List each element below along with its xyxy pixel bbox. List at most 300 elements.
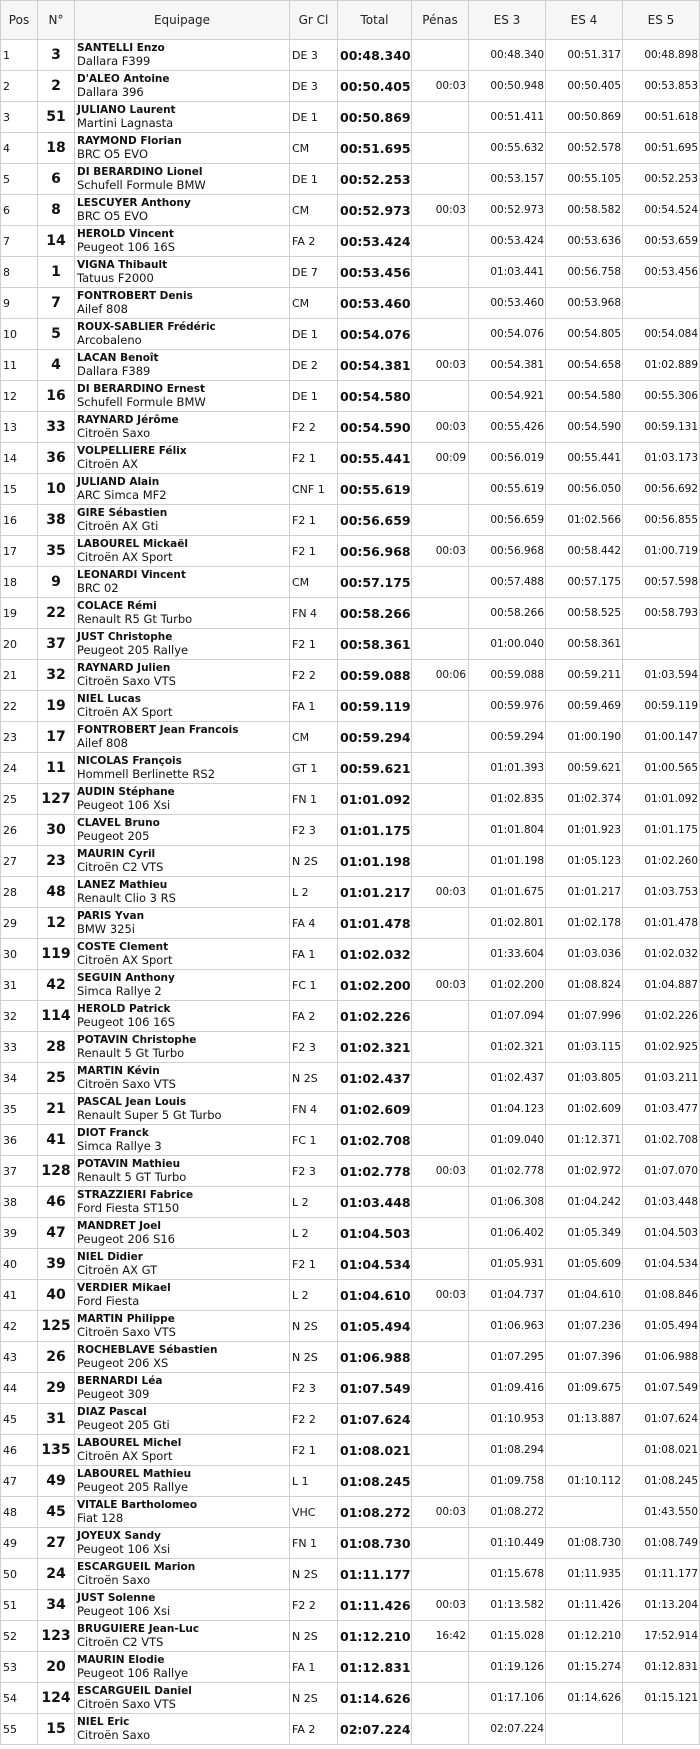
total-time-cell: 00:55.441 (338, 443, 412, 474)
es3-time-cell: 01:08.272 (469, 1497, 546, 1528)
driver-name: RAYNARD Jérôme (77, 414, 179, 426)
es3-time-cell: 01:03.441 (469, 257, 546, 288)
es3-time-cell: 01:05.931 (469, 1249, 546, 1280)
penalty-cell (412, 784, 469, 815)
table-row (1, 722, 700, 753)
driver-name: ESCARGUEIL Marion (77, 1561, 196, 1573)
table-row (1, 195, 700, 226)
position-cell: 8 (1, 257, 38, 288)
position-cell: 1 (1, 40, 38, 71)
table-row (1, 753, 700, 784)
penalty-cell (412, 598, 469, 629)
es3-time-cell: 01:02.801 (469, 908, 546, 939)
es5-time-cell: 01:00.147 (623, 722, 700, 753)
position-cell: 47 (1, 1466, 38, 1497)
es3-time-cell: 01:15.028 (469, 1621, 546, 1652)
position-cell: 6 (1, 195, 38, 226)
penalty-cell: 00:09 (412, 443, 469, 474)
car-number-cell: 21 (38, 1094, 75, 1125)
crew-cell (75, 505, 290, 536)
total-time-cell: 01:11.426 (338, 1590, 412, 1621)
total-time-cell: 01:01.198 (338, 846, 412, 877)
group-class-cell: F2 2 (290, 412, 338, 443)
position-cell: 45 (1, 1404, 38, 1435)
table-row (1, 846, 700, 877)
es4-time-cell: 00:59.211 (546, 660, 623, 691)
total-time-cell: 01:02.609 (338, 1094, 412, 1125)
position-cell: 12 (1, 381, 38, 412)
driver-name: BERNARDI Léa (77, 1375, 163, 1387)
penalty-cell (412, 1528, 469, 1559)
table-row (1, 1001, 700, 1032)
crew-cell (75, 1621, 290, 1652)
group-class-cell: CNF 1 (290, 474, 338, 505)
car-number-cell: 40 (38, 1280, 75, 1311)
group-class-cell: DE 1 (290, 102, 338, 133)
car-number-cell: 28 (38, 1032, 75, 1063)
es4-time-cell: 01:03.805 (546, 1063, 623, 1094)
driver-name: NIEL Eric (77, 1716, 130, 1728)
crew-cell (75, 1125, 290, 1156)
es5-time-cell: 01:02.260 (623, 846, 700, 877)
position-cell: 17 (1, 536, 38, 567)
es5-time-cell: 01:03.594 (623, 660, 700, 691)
driver-name: RAYMOND Florian (77, 135, 182, 147)
car-number-cell: 7 (38, 288, 75, 319)
es3-time-cell: 01:02.321 (469, 1032, 546, 1063)
driver-name: AUDIN Stéphane (77, 786, 175, 798)
position-cell: 46 (1, 1435, 38, 1466)
car-model: Peugeot 106 Xsi (77, 1542, 171, 1556)
crew-cell (75, 1156, 290, 1187)
total-time-cell: 00:54.381 (338, 350, 412, 381)
column-header-es4[interactable]: ES 4 (546, 1, 623, 40)
driver-name: SANTELLI Enzo (77, 42, 165, 54)
es5-time-cell: 01:01.478 (623, 908, 700, 939)
total-time-cell: 01:02.032 (338, 939, 412, 970)
es3-time-cell: 01:02.835 (469, 784, 546, 815)
position-cell: 48 (1, 1497, 38, 1528)
total-time-cell: 01:04.534 (338, 1249, 412, 1280)
penalty-cell (412, 939, 469, 970)
es4-time-cell: 00:54.590 (546, 412, 623, 443)
group-class-cell: F2 2 (290, 1404, 338, 1435)
table-row (1, 319, 700, 350)
es5-time-cell: 01:03.173 (623, 443, 700, 474)
driver-name: POTAVIN Mathieu (77, 1158, 181, 1170)
crew-cell (75, 691, 290, 722)
header-row (1, 1, 700, 40)
es5-time-cell: 01:43.550 (623, 1497, 700, 1528)
car-model: Citroën AX Gti (77, 519, 159, 533)
group-class-cell: CM (290, 722, 338, 753)
es4-time-cell: 01:11.935 (546, 1559, 623, 1590)
driver-name: FONTROBERT Denis (77, 290, 193, 302)
car-number-cell: 51 (38, 102, 75, 133)
es5-time-cell: 01:03.211 (623, 1063, 700, 1094)
es3-time-cell: 00:55.632 (469, 133, 546, 164)
car-model: Peugeot 205 Rallye (77, 643, 189, 657)
group-class-cell: L 2 (290, 1187, 338, 1218)
driver-name: DI BERARDINO Ernest (77, 383, 205, 395)
es4-time-cell: 01:09.675 (546, 1373, 623, 1404)
total-time-cell: 00:58.361 (338, 629, 412, 660)
es3-time-cell: 01:07.094 (469, 1001, 546, 1032)
total-time-cell: 01:12.210 (338, 1621, 412, 1652)
driver-name: VIGNA Thibault (77, 259, 168, 271)
car-number-cell: 14 (38, 226, 75, 257)
total-time-cell: 00:55.619 (338, 474, 412, 505)
driver-name: SEGUIN Anthony (77, 972, 175, 984)
penalty-cell (412, 1125, 469, 1156)
es5-time-cell: 00:53.456 (623, 257, 700, 288)
group-class-cell: CM (290, 133, 338, 164)
car-model: Peugeot 106 Xsi (77, 1604, 171, 1618)
es4-time-cell: 01:07.236 (546, 1311, 623, 1342)
table-row (1, 1032, 700, 1063)
es5-time-cell: 00:54.084 (623, 319, 700, 350)
group-class-cell: FN 1 (290, 1528, 338, 1559)
driver-name: CLAVEL Bruno (77, 817, 160, 829)
car-number-cell: 2 (38, 71, 75, 102)
es4-time-cell: 00:57.175 (546, 567, 623, 598)
total-time-cell: 01:04.503 (338, 1218, 412, 1249)
penalty-cell (412, 381, 469, 412)
penalty-cell: 00:03 (412, 350, 469, 381)
column-header-penalties[interactable]: Pénas (412, 1, 469, 40)
crew-cell (75, 1466, 290, 1497)
es5-time-cell: 01:01.092 (623, 784, 700, 815)
penalty-cell (412, 257, 469, 288)
group-class-cell: FC 1 (290, 970, 338, 1001)
table-row (1, 1187, 700, 1218)
driver-name: LESCUYER Anthony (77, 197, 191, 209)
group-class-cell: F2 3 (290, 1156, 338, 1187)
position-cell: 34 (1, 1063, 38, 1094)
es4-time-cell: 01:04.610 (546, 1280, 623, 1311)
car-model: Simca Rallye 2 (77, 984, 162, 998)
position-cell: 4 (1, 133, 38, 164)
crew-cell (75, 939, 290, 970)
es5-time-cell: 01:05.494 (623, 1311, 700, 1342)
car-model: Schufell Formule BMW (77, 178, 206, 192)
position-cell: 33 (1, 1032, 38, 1063)
table-row (1, 691, 700, 722)
driver-name: LEONARDI Vincent (77, 569, 186, 581)
driver-name: JULIAND Alain (77, 476, 160, 488)
position-cell: 14 (1, 443, 38, 474)
car-number-cell: 24 (38, 1559, 75, 1590)
es3-time-cell: 01:10.449 (469, 1528, 546, 1559)
driver-name: COLACE Rémi (77, 600, 157, 612)
es3-time-cell: 00:55.619 (469, 474, 546, 505)
driver-name: LABOUREL Mickaël (77, 538, 188, 550)
es3-time-cell: 00:54.076 (469, 319, 546, 350)
penalty-cell: 00:03 (412, 536, 469, 567)
es4-time-cell: 01:03.115 (546, 1032, 623, 1063)
column-header-number[interactable]: N° (38, 1, 75, 40)
es3-time-cell: 01:04.123 (469, 1094, 546, 1125)
total-time-cell: 01:04.610 (338, 1280, 412, 1311)
column-header-es5[interactable]: ES 5 (623, 1, 700, 40)
car-number-cell: 10 (38, 474, 75, 505)
es3-time-cell: 01:06.402 (469, 1218, 546, 1249)
column-header-pos[interactable]: Pos (1, 1, 38, 40)
table-row (1, 102, 700, 133)
es5-time-cell: 01:02.925 (623, 1032, 700, 1063)
group-class-cell: FA 1 (290, 691, 338, 722)
penalty-cell: 00:03 (412, 1156, 469, 1187)
car-model: Tatuus F2000 (77, 271, 154, 285)
crew-cell (75, 474, 290, 505)
car-number-cell: 3 (38, 40, 75, 71)
group-class-cell: N 2S (290, 1342, 338, 1373)
penalty-cell: 00:03 (412, 1497, 469, 1528)
es3-time-cell: 00:57.488 (469, 567, 546, 598)
crew-cell (75, 1590, 290, 1621)
car-number-cell: 46 (38, 1187, 75, 1218)
penalty-cell (412, 1063, 469, 1094)
car-number-cell: 127 (38, 784, 75, 815)
driver-name: D'ALEO Antoine (77, 73, 170, 85)
crew-cell (75, 1032, 290, 1063)
position-cell: 39 (1, 1218, 38, 1249)
driver-name: DIOT Franck (77, 1127, 149, 1139)
column-header-group[interactable]: Gr Cl (290, 1, 338, 40)
driver-name: NIEL Lucas (77, 693, 141, 705)
total-time-cell: 00:54.590 (338, 412, 412, 443)
es5-time-cell: 01:00.565 (623, 753, 700, 784)
car-number-cell: 47 (38, 1218, 75, 1249)
group-class-cell: FA 1 (290, 939, 338, 970)
table-row (1, 598, 700, 629)
position-cell: 51 (1, 1590, 38, 1621)
table-row (1, 1125, 700, 1156)
car-number-cell: 17 (38, 722, 75, 753)
es5-time-cell: 00:58.793 (623, 598, 700, 629)
car-number-cell: 1 (38, 257, 75, 288)
group-class-cell: FA 1 (290, 1652, 338, 1683)
total-time-cell: 01:08.730 (338, 1528, 412, 1559)
car-number-cell: 34 (38, 1590, 75, 1621)
position-cell: 35 (1, 1094, 38, 1125)
penalty-cell (412, 753, 469, 784)
car-number-cell: 15 (38, 1714, 75, 1745)
table-row (1, 40, 700, 71)
car-model: Martini Lagnasta (77, 116, 174, 130)
driver-name: MARTIN Philippe (77, 1313, 175, 1325)
es4-time-cell: 01:07.396 (546, 1342, 623, 1373)
total-time-cell: 00:59.119 (338, 691, 412, 722)
crew-cell (75, 1404, 290, 1435)
driver-name: JULIANO Laurent (77, 104, 176, 116)
car-model: BMW 325i (77, 922, 135, 936)
group-class-cell: F2 2 (290, 1590, 338, 1621)
es3-time-cell: 00:53.424 (469, 226, 546, 257)
penalty-cell: 00:03 (412, 1590, 469, 1621)
group-class-cell: FC 1 (290, 1125, 338, 1156)
es4-time-cell: 01:02.374 (546, 784, 623, 815)
car-model: Peugeot 205 Gti (77, 1418, 170, 1432)
driver-name: NICOLAS François (77, 755, 182, 767)
column-header-es3[interactable]: ES 3 (469, 1, 546, 40)
car-number-cell: 5 (38, 319, 75, 350)
group-class-cell: DE 3 (290, 71, 338, 102)
car-number-cell: 49 (38, 1466, 75, 1497)
table-row (1, 443, 700, 474)
es4-time-cell: 01:10.112 (546, 1466, 623, 1497)
total-time-cell: 00:50.405 (338, 71, 412, 102)
es4-time-cell: 01:01.217 (546, 877, 623, 908)
penalty-cell: 00:06 (412, 660, 469, 691)
es5-time-cell (623, 1714, 700, 1745)
table-row (1, 1497, 700, 1528)
car-model: Hommell Berlinette RS2 (77, 767, 216, 781)
es5-time-cell: 17:52.914 (623, 1621, 700, 1652)
es5-time-cell: 01:04.534 (623, 1249, 700, 1280)
crew-cell (75, 71, 290, 102)
penalty-cell (412, 691, 469, 722)
group-class-cell: L 2 (290, 1280, 338, 1311)
group-class-cell: N 2S (290, 1063, 338, 1094)
es4-time-cell: 01:08.730 (546, 1528, 623, 1559)
crew-cell (75, 1435, 290, 1466)
penalty-cell (412, 1218, 469, 1249)
es4-time-cell: 01:12.210 (546, 1621, 623, 1652)
car-number-cell: 27 (38, 1528, 75, 1559)
penalty-cell: 16:42 (412, 1621, 469, 1652)
crew-cell (75, 1559, 290, 1590)
total-time-cell: 01:08.272 (338, 1497, 412, 1528)
es3-time-cell: 01:33.604 (469, 939, 546, 970)
car-number-cell: 30 (38, 815, 75, 846)
group-class-cell: DE 1 (290, 164, 338, 195)
crew-cell (75, 1001, 290, 1032)
es4-time-cell: 00:53.636 (546, 226, 623, 257)
es4-time-cell (546, 1497, 623, 1528)
car-number-cell: 8 (38, 195, 75, 226)
penalty-cell (412, 1342, 469, 1373)
driver-name: MARTIN Kévin (77, 1065, 160, 1077)
table-row (1, 1621, 700, 1652)
driver-name: MAURIN Cyril (77, 848, 156, 860)
es4-time-cell (546, 1714, 623, 1745)
car-model: Renault Super 5 Gt Turbo (77, 1108, 222, 1122)
es4-time-cell: 00:59.621 (546, 753, 623, 784)
es5-time-cell: 00:53.659 (623, 226, 700, 257)
penalty-cell (412, 164, 469, 195)
car-number-cell: 16 (38, 381, 75, 412)
position-cell: 23 (1, 722, 38, 753)
es5-time-cell: 00:56.692 (623, 474, 700, 505)
crew-cell (75, 1063, 290, 1094)
es3-time-cell: 01:09.040 (469, 1125, 546, 1156)
crew-cell (75, 567, 290, 598)
car-model: Citroën Saxo (77, 426, 151, 440)
penalty-cell (412, 288, 469, 319)
car-number-cell: 9 (38, 567, 75, 598)
group-class-cell: DE 1 (290, 319, 338, 350)
car-model: Peugeot 106 16S (77, 240, 176, 254)
car-model: Citroën Saxo VTS (77, 1697, 176, 1711)
es5-time-cell: 01:06.988 (623, 1342, 700, 1373)
group-class-cell: GT 1 (290, 753, 338, 784)
driver-name: FONTROBERT Jean Francois (77, 724, 239, 736)
crew-cell (75, 1683, 290, 1714)
car-model: Renault 5 Gt Turbo (77, 1046, 185, 1060)
driver-name: DIAZ Pascal (77, 1406, 147, 1418)
crew-cell (75, 1249, 290, 1280)
es4-time-cell: 00:51.317 (546, 40, 623, 71)
crew-cell (75, 288, 290, 319)
column-header-total[interactable]: Total (338, 1, 412, 40)
position-cell: 11 (1, 350, 38, 381)
column-header-crew[interactable]: Equipage (75, 1, 290, 40)
driver-name: MAURIN Elodie (77, 1654, 165, 1666)
es3-time-cell: 02:07.224 (469, 1714, 546, 1745)
car-model: Dallara 396 (77, 85, 144, 99)
penalty-cell (412, 40, 469, 71)
total-time-cell: 00:53.456 (338, 257, 412, 288)
penalty-cell: 00:03 (412, 195, 469, 226)
es3-time-cell: 00:59.294 (469, 722, 546, 753)
es3-time-cell: 00:56.659 (469, 505, 546, 536)
position-cell: 43 (1, 1342, 38, 1373)
table-row (1, 257, 700, 288)
position-cell: 55 (1, 1714, 38, 1745)
table-row (1, 226, 700, 257)
total-time-cell: 01:02.200 (338, 970, 412, 1001)
table-row (1, 629, 700, 660)
total-time-cell: 01:01.175 (338, 815, 412, 846)
driver-name: LANEZ Mathieu (77, 879, 168, 891)
es5-time-cell: 00:56.855 (623, 505, 700, 536)
table-row (1, 1373, 700, 1404)
table-row (1, 474, 700, 505)
driver-name: VOLPELLIERE Félix (77, 445, 187, 457)
es5-time-cell: 01:00.719 (623, 536, 700, 567)
car-model: Citroën AX GT (77, 1263, 158, 1277)
es4-time-cell: 00:52.578 (546, 133, 623, 164)
car-model: Simca Rallye 3 (77, 1139, 162, 1153)
es4-time-cell: 01:11.426 (546, 1590, 623, 1621)
position-cell: 31 (1, 970, 38, 1001)
penalty-cell (412, 1032, 469, 1063)
driver-name: VITALE Bartholomeo (77, 1499, 198, 1511)
es3-time-cell: 01:10.953 (469, 1404, 546, 1435)
es3-time-cell: 01:02.437 (469, 1063, 546, 1094)
position-cell: 9 (1, 288, 38, 319)
es3-time-cell: 01:01.198 (469, 846, 546, 877)
penalty-cell (412, 722, 469, 753)
car-number-cell: 42 (38, 970, 75, 1001)
es5-time-cell: 01:08.021 (623, 1435, 700, 1466)
group-class-cell: F2 1 (290, 505, 338, 536)
es5-time-cell: 01:11.177 (623, 1559, 700, 1590)
crew-cell (75, 784, 290, 815)
position-cell: 53 (1, 1652, 38, 1683)
car-number-cell: 119 (38, 939, 75, 970)
position-cell: 2 (1, 71, 38, 102)
es4-time-cell: 01:05.123 (546, 846, 623, 877)
driver-name: JUST Solenne (77, 1592, 156, 1604)
car-model: Peugeot 206 XS (77, 1356, 169, 1370)
car-model: Citroën Saxo (77, 1573, 151, 1587)
car-number-cell: 38 (38, 505, 75, 536)
driver-name: ROCHEBLAVE Sébastien (77, 1344, 218, 1356)
crew-cell (75, 660, 290, 691)
es3-time-cell: 00:48.340 (469, 40, 546, 71)
